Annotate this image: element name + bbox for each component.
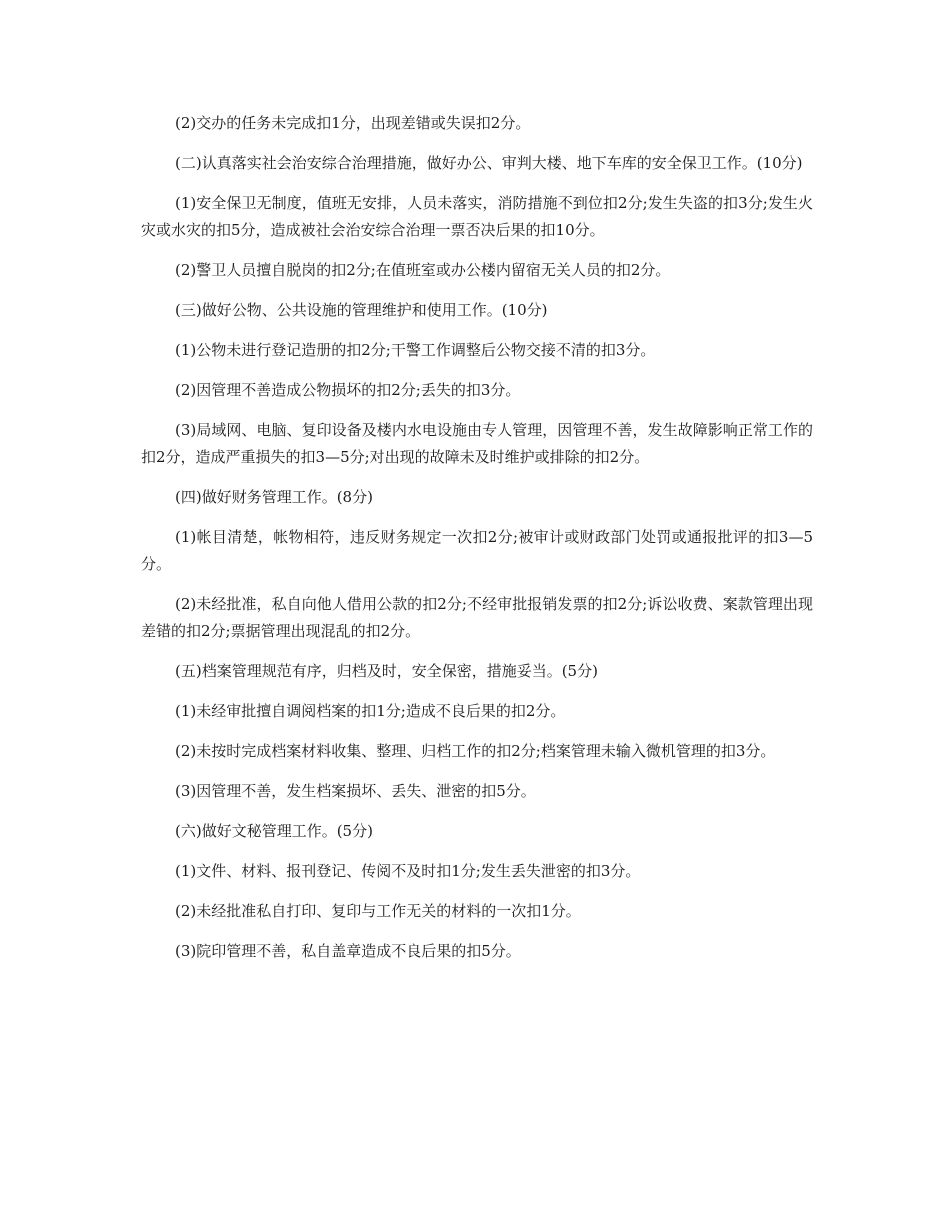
document-body bbox=[141, 110, 813, 978]
paragraph: (1)安全保卫无制度，值班无安排，人员未落实，消防措施不到位扣2分;发生失盗的扣3分;发生火灾或水灾的扣5分，造成被社会治安综合治理一票否决后果的扣10分。 bbox=[141, 194, 813, 239]
paragraph: (3)院印管理不善，私自盖章造成不良后果的扣5分。 bbox=[175, 942, 521, 960]
paragraph: (2)未经批准，私自向他人借用公款的扣2分;不经审批报销发票的扣2分;诉讼收费、案款管理出现差错的扣2分;票据管理出现混乱的扣2分。 bbox=[141, 595, 813, 640]
paragraph: (2)未按时完成档案材料收集、整理、归档工作的扣2分;档案管理未输入微机管理的扣3分。 bbox=[175, 742, 776, 760]
section-heading: (四)做好财务管理工作。(8分) bbox=[175, 488, 373, 506]
paragraph: (2)未经批准私自打印、复印与工作无关的材料的一次扣1分。 bbox=[175, 902, 581, 920]
paragraph: (1)未经审批擅自调阅档案的扣1分;造成不良后果的扣2分。 bbox=[175, 702, 566, 720]
paragraph: (2)警卫人员擅自脱岗的扣2分;在值班室或办公楼内留宿无关人员的扣2分。 bbox=[175, 261, 671, 279]
paragraph: (3)因管理不善，发生档案损坏、丢失、泄密的扣5分。 bbox=[175, 782, 536, 800]
section-heading: (三)做好公物、公共设施的管理维护和使用工作。(10分) bbox=[175, 301, 548, 319]
paragraph: (1)帐目清楚，帐物相符，违反财务规定一次扣2分;被审计或财政部门处罚或通报批评的扣3—5分。 bbox=[141, 528, 813, 573]
paragraph: (3)局域网、电脑、复印设备及楼内水电设施由专人管理，因管理不善，发生故障影响正常工作的扣2分，造成严重损失的扣3—5分;对出现的故障未及时维护或排除的扣2分。 bbox=[141, 421, 813, 466]
paragraph: (1)文件、材料、报刊登记、传阅不及时扣1分;发生丢失泄密的扣3分。 bbox=[175, 862, 641, 880]
section-heading: (六)做好文秘管理工作。(5分) bbox=[175, 822, 373, 840]
paragraph: (2)交办的任务未完成扣1分，出现差错或失误扣2分。 bbox=[175, 114, 531, 132]
section-heading: (二)认真落实社会治安综合治理措施，做好办公、审判大楼、地下车库的安全保卫工作。(10分) bbox=[175, 154, 803, 172]
paragraph: (2)因管理不善造成公物损坏的扣2分;丢失的扣3分。 bbox=[175, 381, 521, 399]
paragraph: (1)公物未进行登记造册的扣2分;干警工作调整后公物交接不清的扣3分。 bbox=[175, 341, 656, 359]
section-heading: (五)档案管理规范有序，归档及时，安全保密，措施妥当。(5分) bbox=[175, 662, 598, 680]
